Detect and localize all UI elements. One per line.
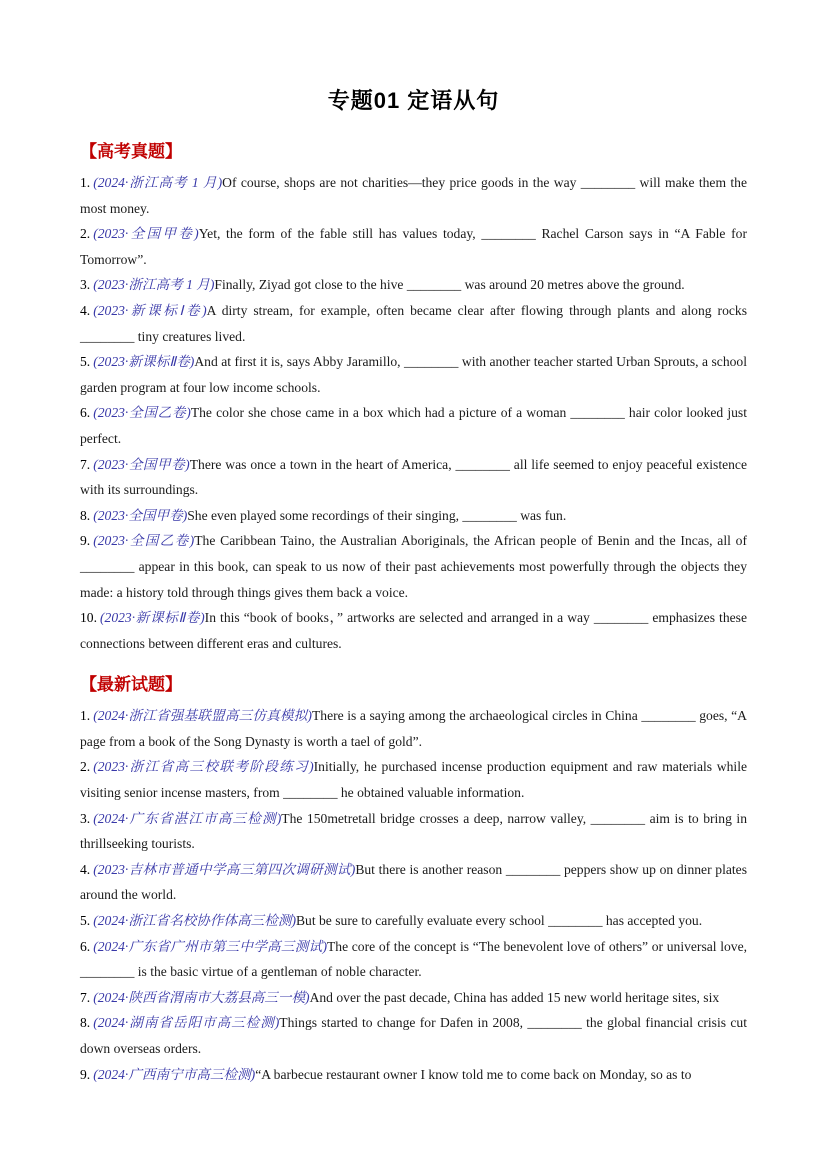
question-item: [80, 221, 747, 272]
page-title: 专题01 定语从句: [327, 88, 500, 113]
question-text: The Caribbean Taino, the Australian Aboriginals, the African people of Benin and the Incas, all of ________ appear in this book, can speak to us now of their past achievements most powerfully through the objects they made: a history told through things gives them back a voice.: [80, 533, 748, 600]
question-item: [80, 985, 747, 1011]
question-number: 10.: [80, 610, 97, 626]
question-item: [80, 934, 747, 985]
section-header-latest: 【最新试题】: [80, 675, 182, 695]
question-text: Yet, the form of the fable still has values today, ________ Rachel Carson says in “A Fable for Tomorrow”.: [80, 226, 748, 267]
question-text: A dirty stream, for example, often became clear after flowing through plants and along rocks ________ tiny creatures lived.: [80, 302, 747, 344]
question-number: 3.: [80, 277, 91, 293]
question-text: The 150metretall bridge crosses a deep, narrow valley, ________ aim is to bring in thrillseeking tourists.: [80, 810, 747, 852]
question-citation: (2024·浙江省名校协作体高三检测): [93, 913, 296, 929]
question-item: [80, 528, 747, 605]
question-citation: (2023·全国甲卷): [93, 226, 199, 242]
question-item: [80, 170, 747, 221]
question-text: Finally, Ziyad got close to the hive ________ was around 20 metres above the ground.: [214, 277, 685, 293]
question-number: 4.: [80, 302, 91, 318]
question-number: 2.: [80, 226, 91, 242]
question-citation: (2023·全国乙卷): [93, 405, 191, 421]
question-citation: (2023·吉林市普通中学高三第四次调研测试): [93, 861, 356, 877]
question-item: [80, 452, 747, 503]
question-citation: (2024·广东省广州市第三中学高三测试): [93, 938, 327, 954]
question-number: 7.: [80, 456, 91, 472]
question-citation: (2023·浙江省高三校联考阶段练习): [93, 759, 314, 775]
question-number: 5.: [80, 913, 91, 929]
question-text: But there is another reason ________ peppers show up on dinner plates around the world.: [80, 861, 747, 903]
question-item: [80, 400, 747, 451]
question-number: 1.: [80, 708, 91, 724]
question-item: [80, 605, 747, 656]
question-text: Things started to change for Dafen in 2008, ________ the global financial crisis cut down overseas orders.: [80, 1015, 747, 1056]
question-number: 3.: [80, 810, 91, 826]
question-text: Of course, shops are not charities—they price goods in the way ________ will make them the most money.: [80, 175, 747, 216]
question-citation: (2023·新课标Ⅱ卷): [93, 354, 195, 370]
question-citation: (2023·浙江高考 1 月): [93, 277, 215, 293]
question-number: 8.: [80, 1015, 91, 1031]
question-text: She even played some recordings of their singing, ________ was fun.: [187, 507, 567, 523]
question-number: 7.: [80, 989, 91, 1005]
question-item: [80, 349, 747, 400]
question-text: There was once a town in the heart of America, ________ all life seemed to enjoy peaceful existence with its surroundings.: [80, 456, 748, 498]
question-item: [80, 1062, 747, 1088]
question-citation: (2023·新课标Ⅰ卷): [93, 302, 207, 318]
question-citation: (2023·全国甲卷): [93, 456, 190, 472]
question-text: “A barbecue restaurant owner I know told me to come back on Monday, so as to: [255, 1066, 692, 1082]
question-text: The color she chose came in a box which had a picture of a woman ________ hair color looked just perfect.: [80, 405, 747, 446]
question-item: [80, 806, 747, 857]
question-item: [80, 1010, 747, 1061]
question-citation: (2024·浙江高考 1 月): [93, 175, 223, 190]
question-number: 2.: [80, 759, 91, 775]
question-citation: (2024·广西南宁市高三检测): [93, 1066, 256, 1082]
question-number: 5.: [80, 354, 91, 370]
question-item: [80, 703, 747, 754]
question-item: [80, 857, 747, 908]
question-text: There is a saying among the archaeological circles in China ________ goes, “A page from a book of the Song Dynasty is worth a tael of gold”.: [80, 708, 747, 749]
question-item: [80, 754, 747, 805]
question-item: [80, 272, 747, 298]
question-citation: (2023·全国乙卷): [93, 533, 195, 549]
question-text: And at first it is, says Abby Jaramillo, ________ with another teacher started Urban Sprouts, a school garden program at four low income schools.: [80, 354, 747, 395]
question-citation: (2024·陕西省渭南市大荔县高三一模): [93, 989, 310, 1005]
question-text: And over the past decade, China has added 15 new world heritage sites, six: [309, 989, 720, 1005]
question-item: [80, 503, 747, 529]
question-citation: (2023·新课标Ⅱ卷): [100, 610, 205, 626]
question-citation: (2024·广东省湛江市高三检测): [93, 810, 282, 826]
question-number: 6.: [80, 405, 91, 421]
question-text: In this “book of books，” artworks are selected and arranged in a way ________ emphasizes these connections between different eras and cultures.: [80, 610, 747, 651]
section-header-gaokao: 【高考真题】: [80, 142, 182, 161]
question-item: [80, 908, 747, 934]
question-citation: (2024·浙江省强基联盟高三仿真模拟): [93, 708, 312, 724]
question-text: But be sure to carefully evaluate every school ________ has accepted you.: [295, 913, 703, 929]
question-number: 9.: [80, 1066, 91, 1082]
question-text: The core of the concept is “The benevolent love of others” or universal love, ________ is the basic virtue of a gentleman of noble character.: [80, 938, 748, 980]
question-citation: (2024·湖南省岳阳市高三检测): [93, 1015, 280, 1031]
question-number: 1.: [80, 175, 91, 190]
question-citation: (2023·全国甲卷): [93, 507, 188, 523]
question-text: Initially, he purchased incense production equipment and raw materials while visiting senior incense masters, from ________ he obtained valuable information.: [80, 759, 748, 801]
question-number: 9.: [80, 533, 91, 549]
question-number: 8.: [80, 507, 91, 523]
question-number: 4.: [80, 861, 91, 877]
question-item: [80, 298, 747, 349]
question-number: 6.: [80, 938, 91, 954]
